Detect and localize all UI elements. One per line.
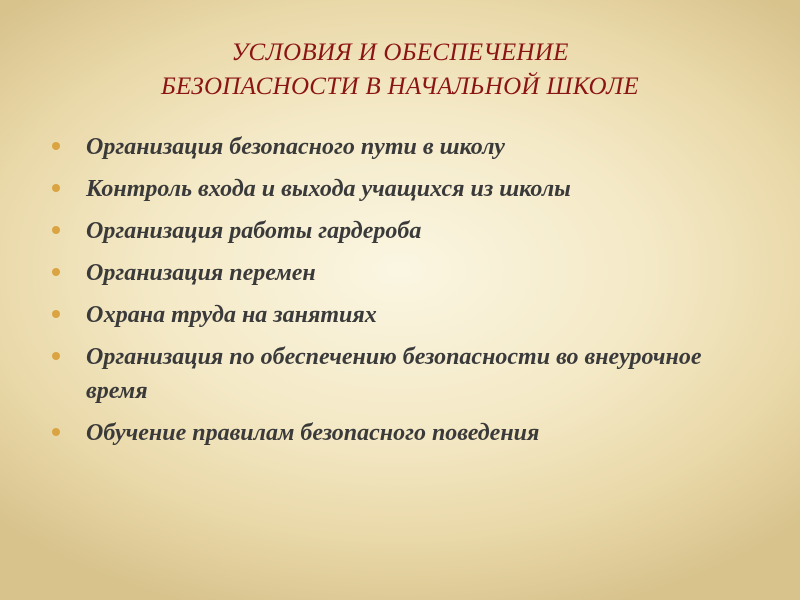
- list-item: [52, 416, 752, 450]
- list-item: [52, 172, 752, 206]
- bullet-dot-icon: [52, 226, 60, 234]
- list-item: [52, 340, 752, 408]
- bullet-list: [52, 130, 752, 458]
- list-item-text: Обучение правилам безопасного поведения: [86, 420, 540, 446]
- list-item: [52, 256, 752, 290]
- bullet-dot-icon: [52, 268, 60, 276]
- list-item-text: Контроль входа и выхода учащихся из школы: [86, 176, 571, 202]
- bullet-dot-icon: [52, 352, 60, 360]
- list-item-text: Организация безопасного пути в школу: [86, 134, 505, 160]
- slide-title-line2: БЕЗОПАСНОСТИ В НАЧАЛЬНОЙ ШКОЛЕ: [161, 73, 639, 100]
- list-item-text: Организация перемен: [86, 260, 316, 286]
- bullet-dot-icon: [52, 310, 60, 318]
- list-item: [52, 298, 752, 332]
- slide-title-line1: УСЛОВИЯ И ОБЕСПЕЧЕНИЕ: [231, 39, 569, 66]
- bullet-dot-icon: [52, 184, 60, 192]
- list-item-text: Организация по обеспечению безопасности во внеурочное время: [86, 344, 702, 404]
- list-item: [52, 214, 752, 248]
- bullet-dot-icon: [52, 428, 60, 436]
- slide-title: [0, 36, 800, 104]
- bullet-dot-icon: [52, 142, 60, 150]
- list-item: [52, 130, 752, 164]
- list-item-text: Организация работы гардероба: [86, 218, 422, 244]
- list-item-text: Охрана труда на занятиях: [86, 302, 377, 328]
